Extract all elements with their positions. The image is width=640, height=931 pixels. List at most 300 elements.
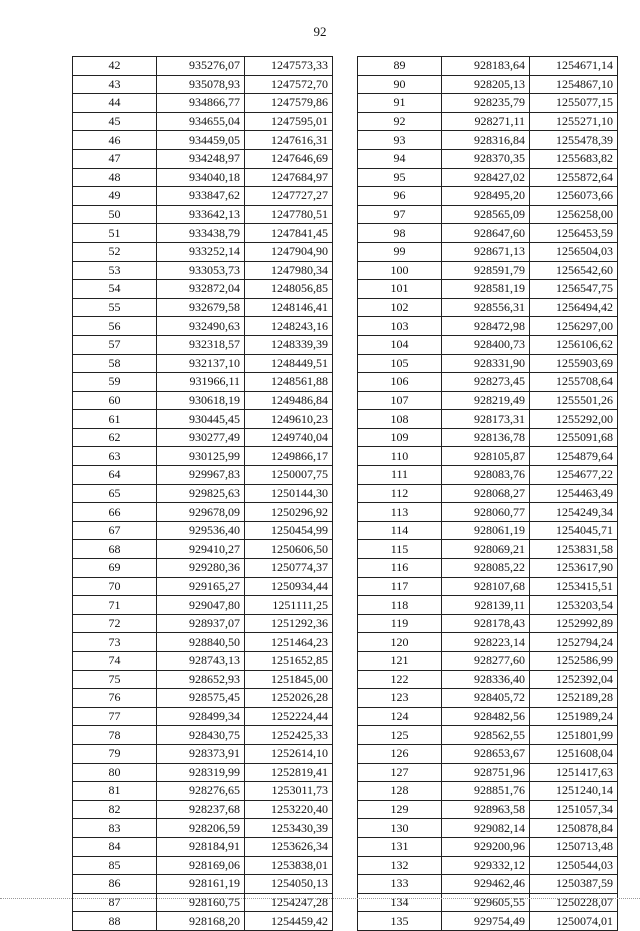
table-row xyxy=(358,187,618,206)
table-row xyxy=(73,112,333,131)
table-row xyxy=(73,317,333,336)
x-coordinate-cell: 928061,19 xyxy=(442,521,530,540)
point-number-cell: 43 xyxy=(73,75,157,94)
y-coordinate-cell: 1256073,66 xyxy=(530,187,618,206)
table-row xyxy=(358,75,618,94)
x-coordinate-cell: 928647,60 xyxy=(442,224,530,243)
table-row xyxy=(358,317,618,336)
y-coordinate-cell: 1247579,86 xyxy=(245,94,333,113)
point-number-cell: 91 xyxy=(358,94,442,113)
y-coordinate-cell: 1249740,04 xyxy=(245,428,333,447)
table-row xyxy=(73,484,333,503)
x-coordinate-cell: 929332,12 xyxy=(442,856,530,875)
x-coordinate-cell: 934866,77 xyxy=(157,94,245,113)
table-row xyxy=(358,391,618,410)
table-row xyxy=(358,428,618,447)
point-number-cell: 81 xyxy=(73,782,157,801)
y-coordinate-cell: 1248146,41 xyxy=(245,298,333,317)
x-coordinate-cell: 929605,55 xyxy=(442,893,530,912)
point-number-cell: 107 xyxy=(358,391,442,410)
y-coordinate-cell: 1249610,23 xyxy=(245,410,333,429)
x-coordinate-cell: 929410,27 xyxy=(157,540,245,559)
point-number-cell: 127 xyxy=(358,763,442,782)
y-coordinate-cell: 1250713,48 xyxy=(530,837,618,856)
point-number-cell: 71 xyxy=(73,596,157,615)
table-row xyxy=(73,689,333,708)
x-coordinate-cell: 928206,59 xyxy=(157,819,245,838)
point-number-cell: 75 xyxy=(73,670,157,689)
point-number-cell: 44 xyxy=(73,94,157,113)
x-coordinate-cell: 928743,13 xyxy=(157,652,245,671)
y-coordinate-cell: 1250774,37 xyxy=(245,559,333,578)
x-coordinate-cell: 931966,11 xyxy=(157,373,245,392)
x-coordinate-cell: 928370,35 xyxy=(442,149,530,168)
x-coordinate-cell: 928963,58 xyxy=(442,800,530,819)
y-coordinate-cell: 1251801,99 xyxy=(530,726,618,745)
y-coordinate-cell: 1247595,01 xyxy=(245,112,333,131)
point-number-cell: 50 xyxy=(73,205,157,224)
y-coordinate-cell: 1250228,07 xyxy=(530,893,618,912)
x-coordinate-cell: 935078,93 xyxy=(157,75,245,94)
table-row xyxy=(358,856,618,875)
point-number-cell: 87 xyxy=(73,893,157,912)
table-row xyxy=(73,261,333,280)
table-row xyxy=(73,298,333,317)
y-coordinate-cell: 1252794,24 xyxy=(530,633,618,652)
y-coordinate-cell: 1253415,51 xyxy=(530,577,618,596)
x-coordinate-cell: 932318,57 xyxy=(157,335,245,354)
x-coordinate-cell: 928219,49 xyxy=(442,391,530,410)
y-coordinate-cell: 1252392,04 xyxy=(530,670,618,689)
y-coordinate-cell: 1251608,04 xyxy=(530,744,618,763)
y-coordinate-cell: 1253626,34 xyxy=(245,837,333,856)
x-coordinate-cell: 928400,73 xyxy=(442,335,530,354)
y-coordinate-cell: 1251989,24 xyxy=(530,707,618,726)
x-coordinate-cell: 928178,43 xyxy=(442,614,530,633)
table-row xyxy=(358,837,618,856)
y-coordinate-cell: 1253617,90 xyxy=(530,559,618,578)
x-coordinate-cell: 928405,72 xyxy=(442,689,530,708)
y-coordinate-cell: 1254463,49 xyxy=(530,484,618,503)
y-coordinate-cell: 1252425,33 xyxy=(245,726,333,745)
x-coordinate-cell: 932679,58 xyxy=(157,298,245,317)
y-coordinate-cell: 1250074,01 xyxy=(530,912,618,931)
table-row xyxy=(358,205,618,224)
x-coordinate-cell: 928336,40 xyxy=(442,670,530,689)
x-coordinate-cell: 928482,56 xyxy=(442,707,530,726)
y-coordinate-cell: 1252586,99 xyxy=(530,652,618,671)
point-number-cell: 124 xyxy=(358,707,442,726)
point-number-cell: 119 xyxy=(358,614,442,633)
y-coordinate-cell: 1255903,69 xyxy=(530,354,618,373)
point-number-cell: 48 xyxy=(73,168,157,187)
table-row xyxy=(358,577,618,596)
point-number-cell: 100 xyxy=(358,261,442,280)
y-coordinate-cell: 1253203,54 xyxy=(530,596,618,615)
x-coordinate-cell: 928840,50 xyxy=(157,633,245,652)
x-coordinate-cell: 928183,64 xyxy=(442,57,530,76)
y-coordinate-cell: 1256547,75 xyxy=(530,280,618,299)
y-coordinate-cell: 1248243,16 xyxy=(245,317,333,336)
x-coordinate-cell: 928069,21 xyxy=(442,540,530,559)
x-coordinate-cell: 928083,76 xyxy=(442,466,530,485)
point-number-cell: 82 xyxy=(73,800,157,819)
point-number-cell: 45 xyxy=(73,112,157,131)
table-row xyxy=(358,652,618,671)
point-number-cell: 113 xyxy=(358,503,442,522)
y-coordinate-cell: 1247980,34 xyxy=(245,261,333,280)
y-coordinate-cell: 1251417,63 xyxy=(530,763,618,782)
table-row xyxy=(358,466,618,485)
x-coordinate-cell: 932490,63 xyxy=(157,317,245,336)
table-body xyxy=(73,57,333,931)
y-coordinate-cell: 1248561,88 xyxy=(245,373,333,392)
point-number-cell: 85 xyxy=(73,856,157,875)
x-coordinate-cell: 928161,19 xyxy=(157,875,245,894)
table-row xyxy=(358,447,618,466)
y-coordinate-cell: 1250387,59 xyxy=(530,875,618,894)
point-number-cell: 129 xyxy=(358,800,442,819)
y-coordinate-cell: 1247780,51 xyxy=(245,205,333,224)
y-coordinate-cell: 1255271,10 xyxy=(530,112,618,131)
point-number-cell: 73 xyxy=(73,633,157,652)
x-coordinate-cell: 928223,14 xyxy=(442,633,530,652)
y-coordinate-cell: 1255501,26 xyxy=(530,391,618,410)
table-row xyxy=(358,131,618,150)
point-number-cell: 122 xyxy=(358,670,442,689)
point-number-cell: 42 xyxy=(73,57,157,76)
point-number-cell: 69 xyxy=(73,559,157,578)
x-coordinate-cell: 929082,14 xyxy=(442,819,530,838)
x-coordinate-cell: 928751,96 xyxy=(442,763,530,782)
x-coordinate-cell: 928331,90 xyxy=(442,354,530,373)
y-coordinate-cell: 1255091,68 xyxy=(530,428,618,447)
point-number-cell: 121 xyxy=(358,652,442,671)
table-row xyxy=(73,521,333,540)
y-coordinate-cell: 1250454,99 xyxy=(245,521,333,540)
table-row xyxy=(358,559,618,578)
y-coordinate-cell: 1248056,85 xyxy=(245,280,333,299)
table-row xyxy=(73,410,333,429)
point-number-cell: 47 xyxy=(73,149,157,168)
point-number-cell: 97 xyxy=(358,205,442,224)
point-number-cell: 49 xyxy=(73,187,157,206)
x-coordinate-cell: 934248,97 xyxy=(157,149,245,168)
table-row xyxy=(73,763,333,782)
table-row xyxy=(73,875,333,894)
x-coordinate-cell: 928316,84 xyxy=(442,131,530,150)
table-row xyxy=(73,837,333,856)
point-number-cell: 135 xyxy=(358,912,442,931)
table-row xyxy=(73,335,333,354)
page-bottom-edge xyxy=(0,898,640,899)
x-coordinate-cell: 928085,22 xyxy=(442,559,530,578)
point-number-cell: 103 xyxy=(358,317,442,336)
y-coordinate-cell: 1250544,03 xyxy=(530,856,618,875)
point-number-cell: 66 xyxy=(73,503,157,522)
point-number-cell: 99 xyxy=(358,242,442,261)
x-coordinate-cell: 928556,31 xyxy=(442,298,530,317)
point-number-cell: 132 xyxy=(358,856,442,875)
y-coordinate-cell: 1252819,41 xyxy=(245,763,333,782)
table-body xyxy=(358,57,618,931)
table-row xyxy=(358,298,618,317)
x-coordinate-cell: 928273,45 xyxy=(442,373,530,392)
y-coordinate-cell: 1252992,89 xyxy=(530,614,618,633)
y-coordinate-cell: 1254677,22 xyxy=(530,466,618,485)
point-number-cell: 72 xyxy=(73,614,157,633)
table-row xyxy=(73,559,333,578)
x-coordinate-cell: 929967,83 xyxy=(157,466,245,485)
x-coordinate-cell: 930125,99 xyxy=(157,447,245,466)
x-coordinate-cell: 928562,55 xyxy=(442,726,530,745)
point-number-cell: 96 xyxy=(358,187,442,206)
x-coordinate-cell: 928277,60 xyxy=(442,652,530,671)
y-coordinate-cell: 1255077,15 xyxy=(530,94,618,113)
table-row xyxy=(358,224,618,243)
y-coordinate-cell: 1253220,40 xyxy=(245,800,333,819)
y-coordinate-cell: 1253831,58 xyxy=(530,540,618,559)
table-row xyxy=(73,856,333,875)
x-coordinate-cell: 929462,46 xyxy=(442,875,530,894)
table-row xyxy=(73,633,333,652)
table-row xyxy=(358,633,618,652)
y-coordinate-cell: 1256106,62 xyxy=(530,335,618,354)
x-coordinate-cell: 928235,79 xyxy=(442,94,530,113)
page-number: 92 xyxy=(313,24,327,39)
x-coordinate-cell: 930618,19 xyxy=(157,391,245,410)
point-number-cell: 95 xyxy=(358,168,442,187)
y-coordinate-cell: 1255683,82 xyxy=(530,149,618,168)
point-number-cell: 102 xyxy=(358,298,442,317)
point-number-cell: 53 xyxy=(73,261,157,280)
point-number-cell: 128 xyxy=(358,782,442,801)
table-row xyxy=(73,819,333,838)
x-coordinate-cell: 928581,19 xyxy=(442,280,530,299)
x-coordinate-cell: 929200,96 xyxy=(442,837,530,856)
point-number-cell: 89 xyxy=(358,57,442,76)
table-row xyxy=(358,875,618,894)
table-row xyxy=(73,57,333,76)
table-row xyxy=(358,689,618,708)
point-number-cell: 62 xyxy=(73,428,157,447)
table-row xyxy=(358,354,618,373)
x-coordinate-cell: 928276,65 xyxy=(157,782,245,801)
x-coordinate-cell: 933053,73 xyxy=(157,261,245,280)
table-row xyxy=(73,707,333,726)
y-coordinate-cell: 1250878,84 xyxy=(530,819,618,838)
x-coordinate-cell: 933642,13 xyxy=(157,205,245,224)
table-row xyxy=(358,373,618,392)
x-coordinate-cell: 933438,79 xyxy=(157,224,245,243)
point-number-cell: 63 xyxy=(73,447,157,466)
y-coordinate-cell: 1247616,31 xyxy=(245,131,333,150)
table-row xyxy=(358,800,618,819)
point-number-cell: 114 xyxy=(358,521,442,540)
y-coordinate-cell: 1251057,34 xyxy=(530,800,618,819)
point-number-cell: 88 xyxy=(73,912,157,931)
point-number-cell: 93 xyxy=(358,131,442,150)
point-number-cell: 77 xyxy=(73,707,157,726)
x-coordinate-cell: 928653,67 xyxy=(442,744,530,763)
point-number-cell: 68 xyxy=(73,540,157,559)
table-row xyxy=(73,391,333,410)
x-coordinate-cell: 933847,62 xyxy=(157,187,245,206)
table-row xyxy=(358,484,618,503)
table-row xyxy=(358,670,618,689)
y-coordinate-cell: 1254459,42 xyxy=(245,912,333,931)
x-coordinate-cell: 929825,63 xyxy=(157,484,245,503)
point-number-cell: 104 xyxy=(358,335,442,354)
point-number-cell: 120 xyxy=(358,633,442,652)
x-coordinate-cell: 929047,80 xyxy=(157,596,245,615)
y-coordinate-cell: 1252614,10 xyxy=(245,744,333,763)
table-row xyxy=(73,428,333,447)
y-coordinate-cell: 1251652,85 xyxy=(245,652,333,671)
point-number-cell: 92 xyxy=(358,112,442,131)
x-coordinate-cell: 929165,27 xyxy=(157,577,245,596)
y-coordinate-cell: 1256494,42 xyxy=(530,298,618,317)
point-number-cell: 90 xyxy=(358,75,442,94)
y-coordinate-cell: 1250606,50 xyxy=(245,540,333,559)
point-number-cell: 116 xyxy=(358,559,442,578)
y-coordinate-cell: 1251845,00 xyxy=(245,670,333,689)
y-coordinate-cell: 1252224,44 xyxy=(245,707,333,726)
table-row xyxy=(73,187,333,206)
table-row xyxy=(358,261,618,280)
x-coordinate-cell: 928060,77 xyxy=(442,503,530,522)
y-coordinate-cell: 1255292,00 xyxy=(530,410,618,429)
x-coordinate-cell: 928168,20 xyxy=(157,912,245,931)
y-coordinate-cell: 1252026,28 xyxy=(245,689,333,708)
point-number-cell: 109 xyxy=(358,428,442,447)
point-number-cell: 56 xyxy=(73,317,157,336)
y-coordinate-cell: 1249866,17 xyxy=(245,447,333,466)
table-row xyxy=(358,112,618,131)
table-row xyxy=(358,335,618,354)
x-coordinate-cell: 928851,76 xyxy=(442,782,530,801)
x-coordinate-cell: 928271,11 xyxy=(442,112,530,131)
table-row xyxy=(73,131,333,150)
x-coordinate-cell: 928139,11 xyxy=(442,596,530,615)
coordinates-table-left xyxy=(72,56,333,931)
table-row xyxy=(358,614,618,633)
y-coordinate-cell: 1254050,13 xyxy=(245,875,333,894)
point-number-cell: 105 xyxy=(358,354,442,373)
point-number-cell: 78 xyxy=(73,726,157,745)
point-number-cell: 60 xyxy=(73,391,157,410)
table-row xyxy=(73,447,333,466)
point-number-cell: 125 xyxy=(358,726,442,745)
table-row xyxy=(73,205,333,224)
y-coordinate-cell: 1256542,60 xyxy=(530,261,618,280)
x-coordinate-cell: 928237,68 xyxy=(157,800,245,819)
point-number-cell: 134 xyxy=(358,893,442,912)
table-row xyxy=(73,744,333,763)
x-coordinate-cell: 928160,75 xyxy=(157,893,245,912)
point-number-cell: 52 xyxy=(73,242,157,261)
y-coordinate-cell: 1255872,64 xyxy=(530,168,618,187)
x-coordinate-cell: 930445,45 xyxy=(157,410,245,429)
table-row xyxy=(358,726,618,745)
table-row xyxy=(73,540,333,559)
x-coordinate-cell: 929754,49 xyxy=(442,912,530,931)
x-coordinate-cell: 932137,10 xyxy=(157,354,245,373)
table-row xyxy=(73,75,333,94)
y-coordinate-cell: 1251111,25 xyxy=(245,596,333,615)
y-coordinate-cell: 1249486,84 xyxy=(245,391,333,410)
point-number-cell: 57 xyxy=(73,335,157,354)
point-number-cell: 83 xyxy=(73,819,157,838)
table-row xyxy=(358,94,618,113)
y-coordinate-cell: 1254249,34 xyxy=(530,503,618,522)
y-coordinate-cell: 1253011,73 xyxy=(245,782,333,801)
x-coordinate-cell: 928575,45 xyxy=(157,689,245,708)
table-row xyxy=(358,744,618,763)
point-number-cell: 58 xyxy=(73,354,157,373)
table-row xyxy=(73,577,333,596)
table-row xyxy=(358,280,618,299)
y-coordinate-cell: 1248449,51 xyxy=(245,354,333,373)
point-number-cell: 55 xyxy=(73,298,157,317)
table-row xyxy=(358,596,618,615)
x-coordinate-cell: 929536,40 xyxy=(157,521,245,540)
y-coordinate-cell: 1255478,39 xyxy=(530,131,618,150)
point-number-cell: 108 xyxy=(358,410,442,429)
point-number-cell: 98 xyxy=(358,224,442,243)
point-number-cell: 126 xyxy=(358,744,442,763)
point-number-cell: 65 xyxy=(73,484,157,503)
point-number-cell: 74 xyxy=(73,652,157,671)
y-coordinate-cell: 1251292,36 xyxy=(245,614,333,633)
x-coordinate-cell: 928499,34 xyxy=(157,707,245,726)
table-row xyxy=(73,354,333,373)
x-coordinate-cell: 934459,05 xyxy=(157,131,245,150)
y-coordinate-cell: 1247727,27 xyxy=(245,187,333,206)
table-row xyxy=(358,410,618,429)
y-coordinate-cell: 1254671,14 xyxy=(530,57,618,76)
x-coordinate-cell: 928495,20 xyxy=(442,187,530,206)
y-coordinate-cell: 1247573,33 xyxy=(245,57,333,76)
x-coordinate-cell: 930277,49 xyxy=(157,428,245,447)
table-row xyxy=(73,242,333,261)
x-coordinate-cell: 928319,99 xyxy=(157,763,245,782)
table-row xyxy=(358,912,618,931)
table-row xyxy=(73,373,333,392)
y-coordinate-cell: 1256453,59 xyxy=(530,224,618,243)
y-coordinate-cell: 1254879,64 xyxy=(530,447,618,466)
table-row xyxy=(73,224,333,243)
y-coordinate-cell: 1253838,01 xyxy=(245,856,333,875)
point-number-cell: 115 xyxy=(358,540,442,559)
table-row xyxy=(73,670,333,689)
y-coordinate-cell: 1255708,64 xyxy=(530,373,618,392)
x-coordinate-cell: 928937,07 xyxy=(157,614,245,633)
point-number-cell: 79 xyxy=(73,744,157,763)
point-number-cell: 70 xyxy=(73,577,157,596)
point-number-cell: 46 xyxy=(73,131,157,150)
x-coordinate-cell: 933252,14 xyxy=(157,242,245,261)
x-coordinate-cell: 934040,18 xyxy=(157,168,245,187)
point-number-cell: 64 xyxy=(73,466,157,485)
table-row xyxy=(73,614,333,633)
x-coordinate-cell: 928652,93 xyxy=(157,670,245,689)
table-row xyxy=(358,540,618,559)
point-number-cell: 86 xyxy=(73,875,157,894)
point-number-cell: 94 xyxy=(358,149,442,168)
point-number-cell: 123 xyxy=(358,689,442,708)
y-coordinate-cell: 1247841,45 xyxy=(245,224,333,243)
